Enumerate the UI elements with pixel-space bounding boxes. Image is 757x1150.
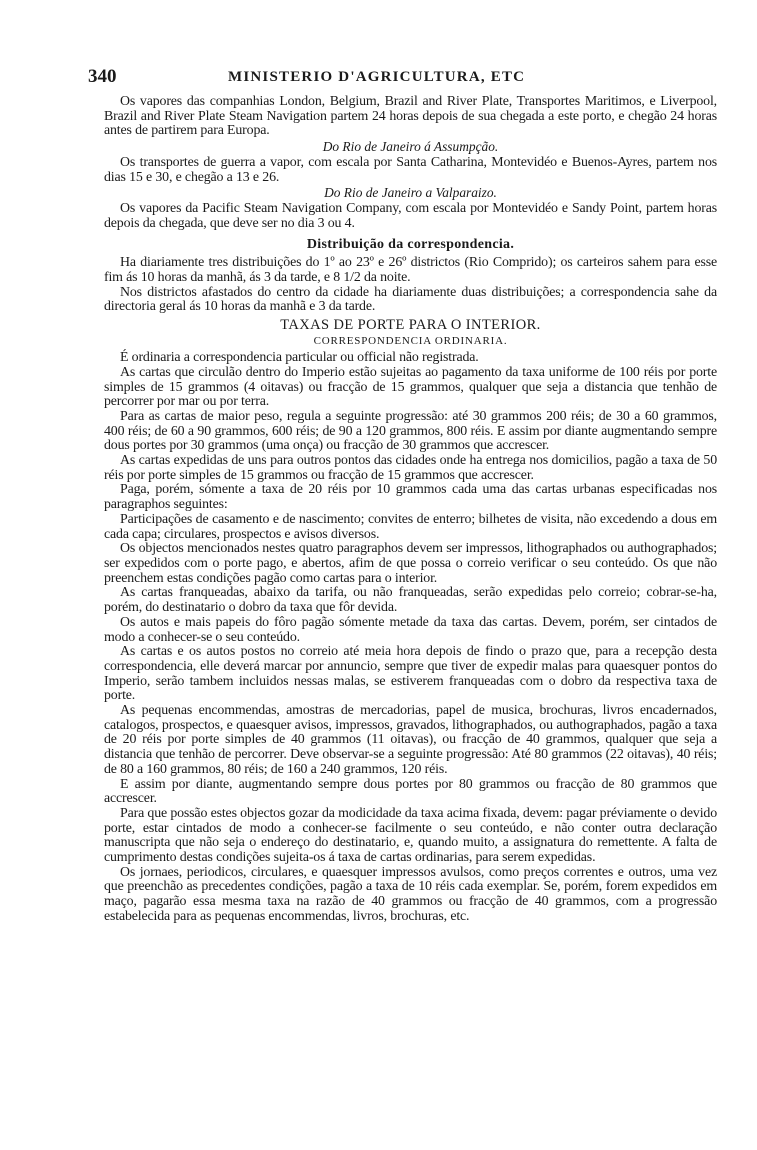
section-heading-distribuicao: Distribuição da correspondencia. <box>306 237 515 253</box>
paragraph: As pequenas encommendas, amostras de mercadorias, papel de musica, brochuras, livros encadernados, catalogos, prospectos, e quaesquer avisos, impressos, gravados, lithographados, ou authographados, pagão a taxa de 20 réis por porte simples de 40 grammos (11 oitavas), ou fracção de 40 grammos, qualquer que seja a distancia que tenhão de percorrer. Deve observar-se a seguinte progressão: Até 80 grammos (22 oitavas), 40 réis; de 80 a 160 grammos, 80 réis; de 160 a 240 grammos, 120 réis. <box>104 703 717 777</box>
paragraph-europe-steamers: Os vapores das companhias London, Belgium, Brazil and River Plate, Transportes Maritimos, e Liverpool, Brazil and River Plate Steam Navigation partem 24 horas depois de sua chegada a este porto, e chegão 24 horas antes de partirem para Europa. <box>104 94 717 139</box>
paragraph: Paga, porém, sómente a taxa de 20 réis por 10 grammos cada uma das cartas urbanas especificadas nos paragraphos seguintes: <box>104 482 717 513</box>
paragraph: As cartas franqueadas, abaixo da tarifa, ou não franqueadas, serão expedidas pelo correio; cobrar-se-ha, porém, do destinatario o dobro da taxa que fôr devida. <box>104 585 717 616</box>
paragraph-valparaiso: Os vapores da Pacific Steam Navigation Company, com escala por Montevidéo e Sandy Point, partem horas depois da chegada, que deve ser no dia 3 ou 4. <box>104 200 717 231</box>
section-heading-taxas: TAXAS DE PORTE PARA O INTERIOR. <box>280 317 541 334</box>
page-body <box>104 95 717 925</box>
route-heading-valparaiso: Do Rio de Janeiro a Valparaizo. <box>324 185 497 201</box>
paragraph: E assim por diante, augmentando sempre dous portes por 80 grammos ou fracção de 80 grammos que accrescer. <box>104 776 717 807</box>
paragraph: Os jornaes, periodicos, circulares, e quaesquer impressos avulsos, como preços correntes e outros, uma vez que preenchão as precedentes condições, pagão a taxa de 10 réis cada exemplar. Se, porém, forem expedidos em maço, pagarão essa mesma taxa na razão de 40 grammos ou fracção de 40 grammos, com a progressão estabelecida para as pequenas encommendas, livros, brochuras, etc. <box>104 864 717 924</box>
paragraph: Os autos e mais papeis do fôro pagão sómente metade da taxa das cartas. Devem, porém, ser cintados de modo a conhecer-se o seu conteúdo. <box>104 614 717 645</box>
paragraph: As cartas expedidas de uns para outros pontos das cidades onde ha entrega nos domicilios, pagão a taxa de 50 réis por porte simples de 15 grammos ou fracção de 15 grammos que accrescer. <box>104 453 717 483</box>
page-number: 340 <box>88 66 117 87</box>
paragraph: Para que possão estes objectos gozar da modicidade da taxa acima fixada, devem: pagar préviamente o devido porte, estar cintados de modo a conhecer-se facilmente o seu conteúdo, e não conter outra declaração manuscripta que não seja o endereço do destinatario, e, quando muito, a assignatura do remettente. A falta de cumprimento destas condições sujeita-os á taxa de cartas ordinarias, para serem expedidas. <box>104 805 717 866</box>
subheading-correspondencia-ordinaria: CORRESPONDENCIA ORDINARIA. <box>313 335 508 348</box>
paragraph: Participações de casamento e de nascimento; convites de enterro; bilhetes de visita, não excedendo a dous em cada capa; circulares, prospectos e avisos diversos. <box>104 511 717 542</box>
paragraph-distribuicao-2: Nos districtos afastados do centro da cidade ha diariamente duas distribuições; a correspondencia sahe da directoria geral ás 10 horas da manhã e 3 da tarde. <box>104 284 717 315</box>
page-header <box>88 66 728 90</box>
paragraph: As cartas que circulão dentro do Imperio estão sujeitas ao pagamento da taxa uniforme de 100 réis por porte simples de 15 grammos (4 oitavas) ou fracção de 15 grammos, qualquer que seja a distancia que tenhão de percorrer por mar ou por terra. <box>104 364 717 410</box>
running-head: MINISTERIO D'AGRICULTURA, ETC <box>228 69 526 85</box>
paragraph: Os objectos mencionados nestes quatro paragraphos devem ser impressos, lithographados ou authographados; ser expedidos com o porte pago, e abertos, afim de que possa o correio verificar o seu conteúdo. Os que não preenchem estas condições pagão como cartas para o interior. <box>104 541 717 586</box>
paragraph: É ordinaria a correspondencia particular ou official não registrada. <box>120 350 479 366</box>
paragraph: Para as cartas de maior peso, regula a seguinte progressão: até 30 grammos 200 réis; de 30 a 60 grammos, 400 réis; de 60 a 90 grammos, 600 réis; de 90 a 120 grammos, 800 réis. E assim por diante augmentando sempre dous portes por 30 grammos (uma onça) ou fracção de 30 grammos que accrescer. <box>104 408 717 454</box>
paragraph-assumpcao: Os transportes de guerra a vapor, com escala por Santa Catharina, Montevidéo e Buenos-Ayres, partem nos dias 15 e 30, e chegão a 13 e 26. <box>104 154 717 185</box>
route-heading-assumpcao: Do Rio de Janeiro á Assumpção. <box>322 139 499 155</box>
paragraph-distribuicao-1: Ha diariamente tres distribuições do 1º ao 23º e 26º districtos (Rio Comprido); os carteiros sahem para esse fim ás 10 horas da manhã, ás 3 da tarde, e 8 1/2 da noite. <box>104 255 717 286</box>
paragraph: As cartas e os autos postos no correio até meia hora depois de findo o prazo que, para a recepção desta correspondencia, elle deverá marcar por annuncio, sempre que tiver de expedir malas para quaesquer pontos do Imperio, serão tambem incluidos nessas malas, se estiverem franqueadas com o dobro da respectiva taxa de porte. <box>104 644 717 704</box>
